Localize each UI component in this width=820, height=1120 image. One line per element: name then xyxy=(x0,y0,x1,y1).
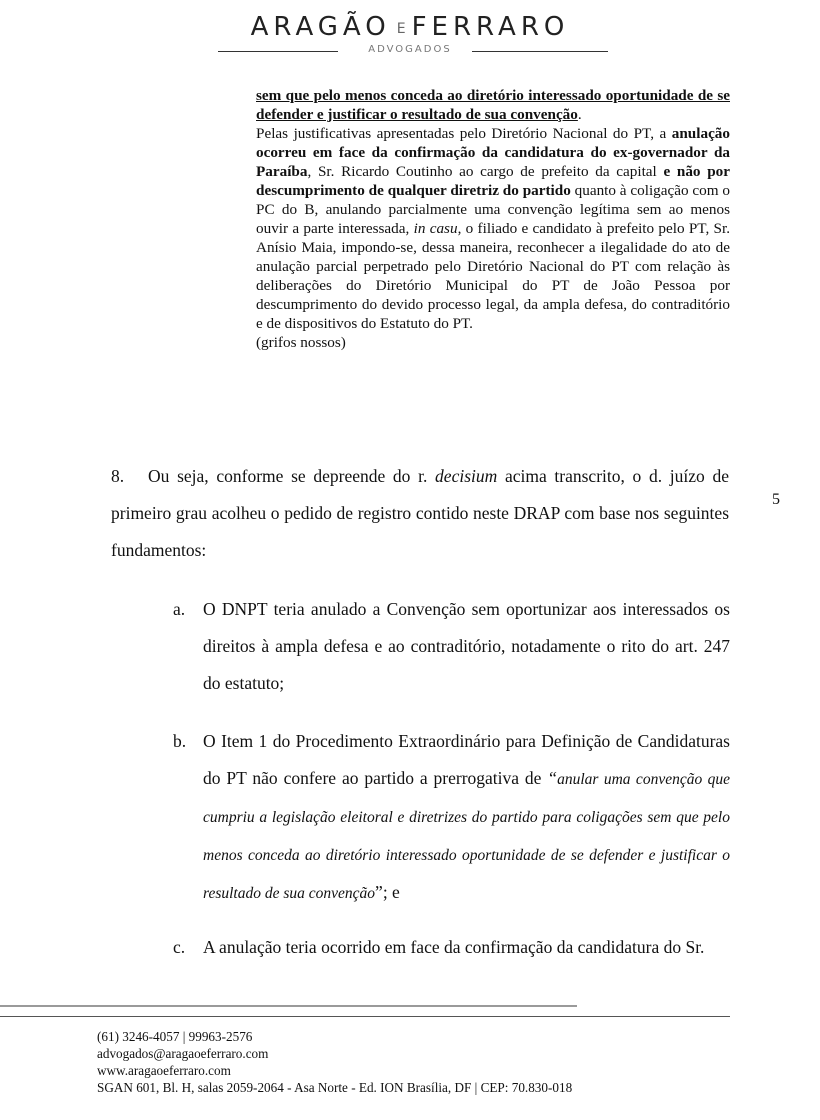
list-text: O Item 1 do Procedimento Extraordinário para Definição de Candidaturas do PT não confere ao partido a prerrogativa de xyxy=(203,731,730,788)
list-marker: a. xyxy=(173,599,186,619)
page-number: 5 xyxy=(772,491,780,508)
letterhead xyxy=(0,0,820,70)
quote-text: , o filiado e candidato à prefeito pelo PT, Sr. Anísio Maia, impondo-se, dessa maneira, reconhecer a ilegalidade do ato de anulação parcial perpetrado pelo Diretório Nacional do PT com relação às deliberações do Diretório Municipal do PT de João Pessoa por descumprimento do devido processo legal, da ampla defesa, do contraditório e de dispositivos do Estatuto do PT. xyxy=(256,220,731,332)
list-item-c xyxy=(173,929,730,966)
footer-phone: (61) 3246-4057 | 99963-2576 xyxy=(97,1029,253,1044)
firm-logo xyxy=(0,12,820,42)
quote-text: Pelas justificativas apresentadas pelo Diretório Nacional do PT, a xyxy=(256,125,672,142)
brand-name-left: ARAGÃO xyxy=(250,12,391,42)
paragraph-8 xyxy=(111,458,729,569)
grifos-note: (grifos nossos) xyxy=(256,334,346,351)
quote-lead xyxy=(256,86,730,124)
footer-rule-thin xyxy=(0,1016,730,1017)
brand-name-right: FERRARO xyxy=(411,12,570,42)
firm-subtitle: ADVOGADOS xyxy=(368,44,452,55)
quote-body xyxy=(256,124,730,333)
quote-lead-emphasis: sem que pelo menos conceda ao diretório interessado oportunidade de se defender e justificar o resultado de sua convenção xyxy=(256,87,730,123)
list-item-b xyxy=(173,723,730,912)
quote-lead-end: . xyxy=(577,106,582,123)
footer-address: SGAN 601, Bl. H, salas 2059-2064 - Asa Norte - Ed. ION Brasília, DF | CEP: 70.830-018 xyxy=(97,1080,573,1095)
footer-contact xyxy=(97,1028,572,1096)
quote-text: , Sr. Ricardo Coutinho ao cargo de prefeito da capital xyxy=(307,163,664,180)
logo-rule-right xyxy=(472,51,608,52)
quote-italic-text: in casu xyxy=(413,220,458,237)
paragraph-number: 8. xyxy=(111,466,125,486)
list-text: ”; e xyxy=(375,882,400,902)
paragraph-text: acima transcrito, o d. juízo de primeiro grau acolheu o pedido de registro contido neste DRAP com base nos seguintes fundamentos: xyxy=(111,466,730,560)
list-marker: b. xyxy=(173,731,187,751)
list-marker: c. xyxy=(173,937,186,957)
brand-amp: E xyxy=(396,21,406,37)
list-item-text xyxy=(203,723,730,912)
list-item-text: A anulação teria ocorrido em face da confirmação da candidatura do Sr. xyxy=(203,937,705,957)
footer-email: advogados@aragaoeferraro.com xyxy=(97,1046,269,1061)
quote-mark: “ xyxy=(547,768,558,788)
quote-bold-text: e não por descumprimento de qualquer diretriz do partido xyxy=(256,163,730,199)
list-item-text: O DNPT teria anulado a Convenção sem oportunizar aos interessados os direitos à ampla defesa e ao contraditório, notadamente o rito do art. 247 do estatuto; xyxy=(203,599,730,693)
paragraph-italic-text: decisium xyxy=(435,466,498,486)
list-item-a xyxy=(173,591,730,702)
quote-text: quanto à coligação com o PC do B, anulando parcialmente uma convenção legítima sem ao menos ouvir a parte interessada, xyxy=(256,182,730,237)
block-quote xyxy=(256,86,730,352)
footer-website: www.aragaoeferraro.com xyxy=(97,1063,231,1078)
quote-bold-text: anulação ocorreu em face da confirmação da candidatura do ex-governador da Paraíba xyxy=(256,125,730,180)
list-italic-quote: anular uma convenção que cumpriu a legislação eleitoral e diretrizes do partido para coligações sem que pelo menos conceda ao diretório interessado oportunidade de se defender e justificar o resultado de sua convenção xyxy=(203,771,730,902)
paragraph-text: Ou seja, conforme se depreende do r. xyxy=(148,466,436,486)
footer-rule-thick xyxy=(0,1005,577,1007)
